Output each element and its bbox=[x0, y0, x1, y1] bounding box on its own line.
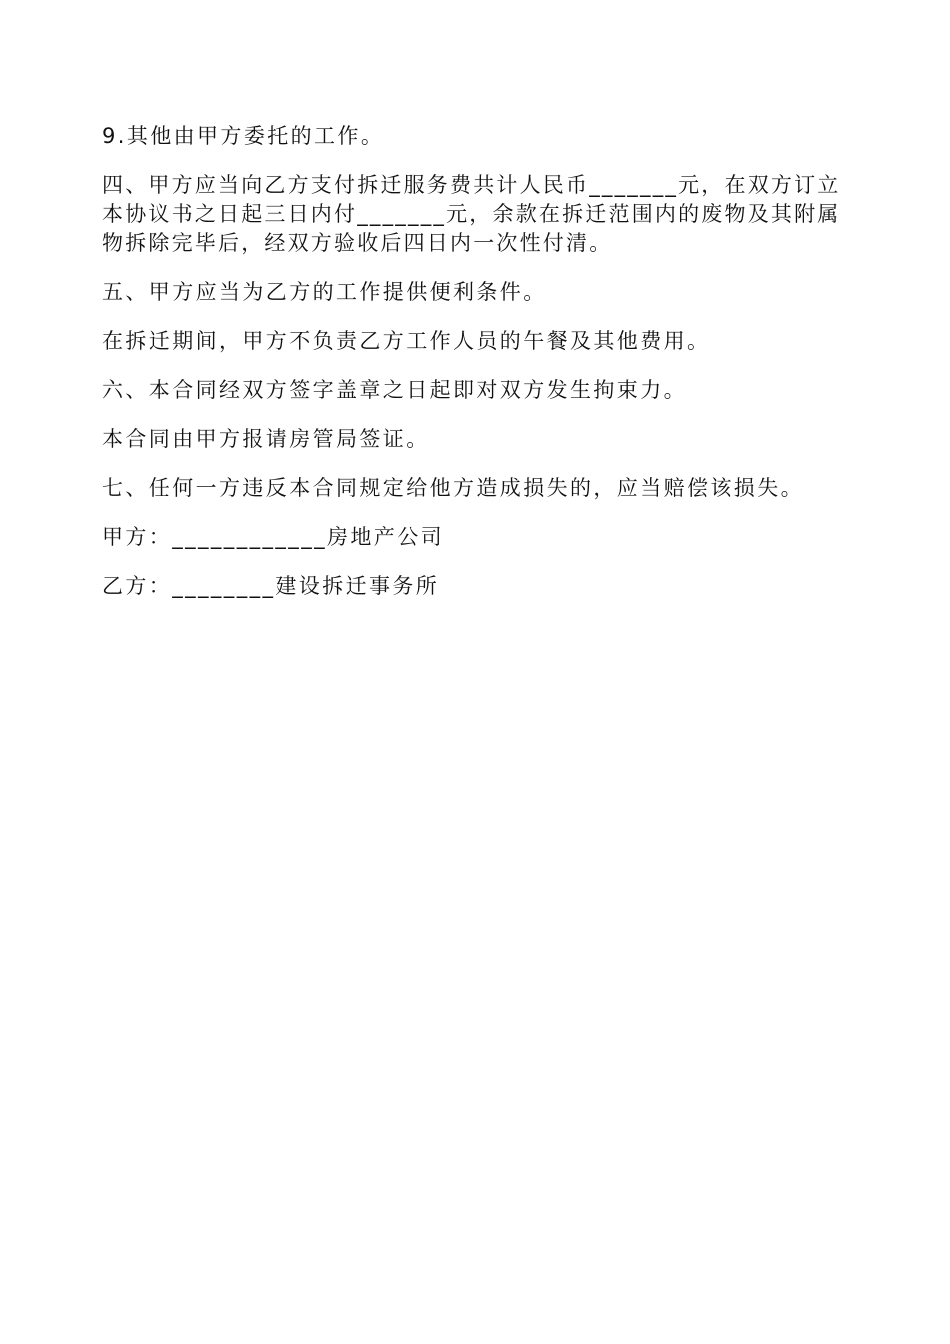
paragraph-demolition-period: 在拆迁期间，甲方不负责乙方工作人员的午餐及其他费用。 bbox=[102, 329, 711, 353]
document-body bbox=[102, 122, 850, 621]
paragraph-item-9: 9.其他由甲方委托的工作。 bbox=[102, 124, 385, 148]
party-a-line: 甲方：____________房地产公司 bbox=[102, 525, 444, 549]
paragraph-clause-4-payment: 四、甲方应当向乙方支付拆迁服务费共计人民币_______元，在双方订立本协议书之日起三日内付_______元，余款在拆迁范围内的废物及其附属物拆除完毕后，经双方验收后四日内一次性付清。 bbox=[102, 173, 841, 255]
paragraph-clause-6: 六、本合同经双方签字盖章之日起即对双方发生拘束力。 bbox=[102, 378, 687, 402]
paragraph-clause-5: 五、甲方应当为乙方的工作提供便利条件。 bbox=[102, 280, 547, 304]
party-b-line: 乙方：________建设拆迁事务所 bbox=[102, 574, 440, 598]
paragraph-visa-note: 本合同由甲方报请房管局签证。 bbox=[102, 427, 430, 451]
paragraph-clause-7: 七、任何一方违反本合同规定给他方造成损失的，应当赔偿该损失。 bbox=[102, 476, 804, 500]
